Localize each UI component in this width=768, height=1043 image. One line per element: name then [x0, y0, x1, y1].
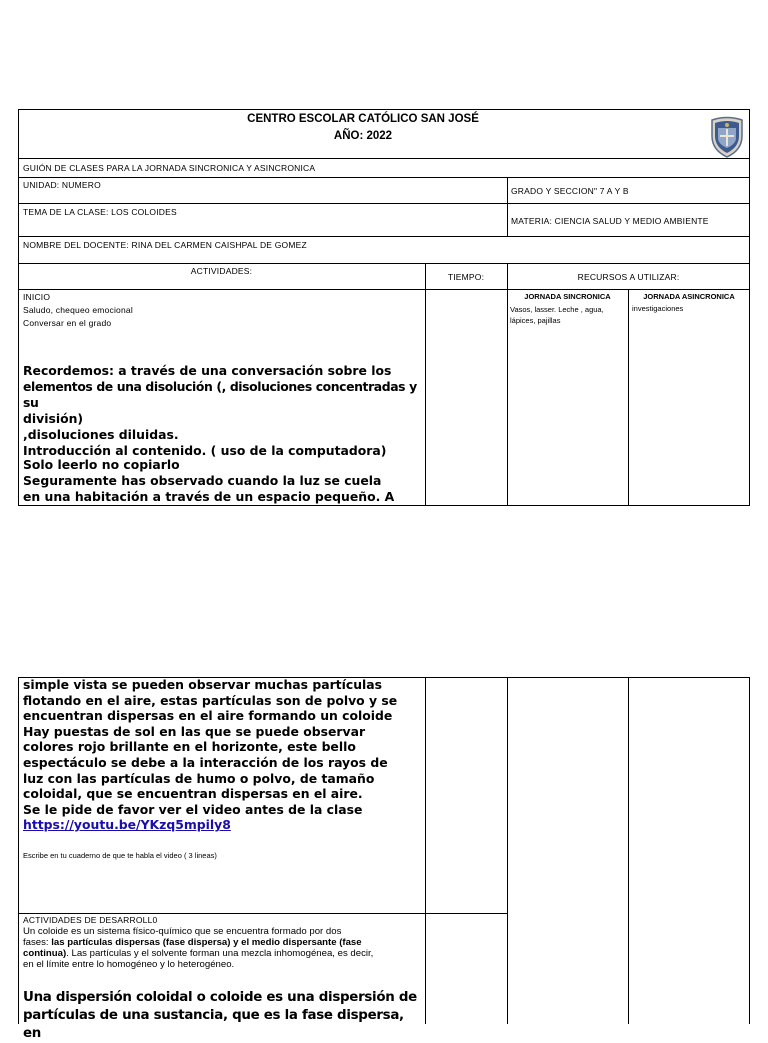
unidad-label: UNIDAD: NUMERO	[23, 180, 101, 190]
row-divider	[18, 203, 507, 204]
inicio-line: Conversar en el grado	[23, 318, 112, 328]
text-run: fases:	[23, 937, 52, 948]
school-year: AÑO: 2022	[333, 130, 393, 142]
col-header-actividades: ACTIVIDADES:	[190, 266, 253, 276]
paragraph-line: flotando en el aire, estas partículas son de polvo y se	[23, 692, 398, 708]
desarrollo-label: ACTIVIDADES DE DESARROLL0	[23, 915, 158, 925]
paragraph-line: simple vista se pueden observar muchas partículas	[23, 677, 383, 692]
row-divider	[507, 203, 750, 204]
col-divider	[425, 263, 426, 506]
row-divider	[18, 289, 750, 290]
row-divider	[18, 263, 750, 264]
col-divider	[425, 677, 426, 1024]
text-line: lápices, pajillas	[510, 316, 561, 325]
text-line: Vasos, lasser. Leche , agua,	[510, 305, 604, 314]
materia-label: MATERIA: CIENCIA SALUD Y MEDIO AMBIENTE	[511, 216, 709, 226]
paragraph-line: ,disoluciones diluidas.	[23, 427, 179, 442]
school-crest-icon	[709, 116, 745, 158]
paragraph-line: Introducción al contenido. ( uso de la computadora)	[23, 443, 387, 458]
inicio-label: INICIO	[23, 292, 51, 302]
paragraph-line: encuentran dispersas en el aire formando un coloide	[23, 708, 393, 724]
paragraph-line: luz con las partículas de humo o polvo, de tamaño	[23, 770, 375, 786]
tema-label: TEMA DE LA CLASE: LOS COLOIDES	[23, 207, 177, 217]
col-divider	[628, 289, 629, 506]
paragraph-line: Un coloide es un sistema físico-químico que se encuentra formado por dos	[23, 926, 342, 937]
paragraph-line: Solo leerlo no copiarlo	[23, 457, 180, 472]
dispersion-paragraph	[23, 989, 425, 1043]
col-divider	[507, 177, 508, 236]
paragraph-line: Hay puestas de sol en las que se puede observar	[23, 723, 366, 739]
row-divider	[18, 177, 750, 178]
bold-run: las partículas dispersas (fase dispersa) y el medio dispersante (fase	[51, 937, 362, 948]
row-divider	[18, 913, 507, 914]
paragraph-line: Una dispersión coloidal o coloide es una dispersión de	[23, 990, 417, 1005]
sincronica-title: JORNADA SINCRONICA	[524, 292, 611, 301]
school-name: CENTRO ESCOLAR CATÓLICO SAN JOSÉ	[247, 113, 479, 125]
sincronica-text	[510, 304, 627, 326]
paragraph-line	[23, 948, 423, 959]
col-divider	[507, 677, 508, 1024]
col-header-recursos: RECURSOS A UTILIZAR:	[577, 272, 680, 282]
escribe-instruction: Escribe en tu cuaderno de que te habla el video ( 3 lineas)	[23, 851, 217, 860]
continuation-paragraph	[23, 677, 423, 833]
paragraph-line: Recordemos: a través de una conversación sobre los	[23, 363, 392, 378]
paragraph-line	[23, 937, 423, 948]
bold-run: continua)	[23, 948, 67, 959]
desarrollo-paragraph	[23, 926, 423, 970]
paragraph-line: elementos de una disolución (, disoluciones concentradas y su	[23, 379, 417, 410]
paragraph-line: espectáculo se debe a la interacción de los rayos de	[23, 754, 388, 770]
video-link[interactable]: https://youtu.be/YKzq5mpily8	[23, 817, 231, 833]
paragraph-line: en el límite entre lo homogéneo y lo heterogéneo.	[23, 959, 235, 970]
asincronica-title: JORNADA ASINCRONICA	[643, 292, 735, 301]
paragraph-line: partículas de una sustancia, que es la fase dispersa, en	[23, 1008, 404, 1041]
paragraph-line: en una habitación a través de un espacio pequeño. A	[23, 489, 395, 504]
paragraph-line: Seguramente has observado cuando la luz se cuela	[23, 473, 382, 488]
inicio-line: Saludo, chequeo emocional	[23, 305, 133, 315]
row-divider	[18, 158, 750, 159]
col-header-tiempo: TIEMPO:	[447, 272, 485, 282]
paragraph-line: Se le pide de favor ver el video antes de la clase	[23, 801, 363, 817]
paragraph-line: coloidal, que se encuentran dispersas en el aire.	[23, 786, 363, 802]
row-divider	[18, 236, 750, 237]
col-divider	[628, 677, 629, 1024]
asincronica-text: investigaciones	[632, 304, 684, 313]
solo-paragraph	[23, 457, 423, 505]
paragraph-line: colores rojo brillante en el horizonte, este bello	[23, 739, 356, 755]
text-run: . Las partículas y el solvente forman una mezcla inhomogénea, es decir,	[66, 948, 374, 959]
recordemos-paragraph	[23, 363, 423, 459]
guion-label: GUIÓN DE CLASES PARA LA JORNADA SINCRONICA Y ASINCRONICA	[23, 163, 316, 173]
grado-label: GRADO Y SECCION" 7 A Y B	[511, 186, 629, 196]
paragraph-line: división)	[23, 411, 84, 426]
docente-label: NOMBRE DEL DOCENTE: RINA DEL CARMEN CAISHPAL DE GOMEZ	[23, 240, 307, 250]
